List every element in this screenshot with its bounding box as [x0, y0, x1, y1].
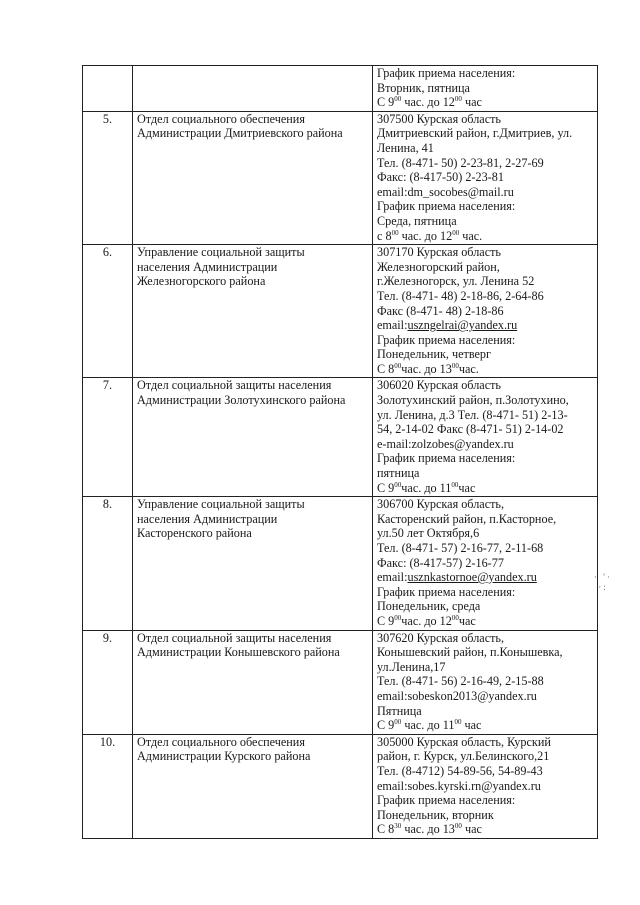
table-row [83, 630, 598, 734]
contact-line: Факс: (8-417-50) 2-23-81 [377, 170, 504, 185]
department-line: Отдел социального обеспечения [137, 111, 305, 126]
schedule-mid: час. до 12 [398, 228, 453, 243]
schedule-sup2: 00 [454, 822, 462, 831]
row-number [83, 66, 133, 112]
schedule-mid: час. до 12 [401, 95, 455, 110]
contact-line: email:sobes.kyrski.rn@yandex.ru [377, 778, 541, 793]
contact-line: 307620 Курская область, [377, 630, 505, 645]
schedule-suffix: час [461, 822, 482, 837]
contact-line: 305000 Курская область, Курский [377, 734, 551, 749]
email-line [377, 570, 593, 585]
scan-artifact: · '· ·: [594, 572, 612, 592]
contact-line: Тел. (8-471- 56) 2-16-49, 2-15-88 [377, 674, 544, 689]
contact-line: Золотухинский район, п.Золотухино, [377, 393, 569, 408]
schedule-suffix: час [461, 95, 482, 110]
contact-line: Понедельник, вторник [377, 807, 494, 822]
contact-line: 306700 Курская область, [377, 497, 505, 512]
department-line: Администрации Дмитриевского района [137, 126, 343, 141]
table-row [83, 66, 598, 112]
table-row [83, 111, 598, 244]
schedule-hours [377, 614, 593, 629]
row-number: 5. [83, 111, 133, 244]
contact-info [373, 630, 598, 734]
contact-line: График приема населения: [377, 451, 516, 466]
schedule-prefix: С 9 [377, 718, 395, 733]
contact-line: email:sobeskon2013@yandex.ru [377, 688, 537, 703]
row-number: 7. [83, 378, 133, 497]
department-name [133, 245, 373, 378]
schedule-prefix: С 9 [377, 95, 395, 110]
table-row [83, 378, 598, 497]
table-row [83, 245, 598, 378]
schedule-sup1: 00 [394, 718, 402, 727]
email-link[interactable]: uszngelrai@yandex.ru [407, 318, 518, 333]
department-line: Касторенского района [137, 526, 252, 541]
contact-line: ул.50 лет Октября,6 [377, 526, 480, 541]
schedule-prefix: С 9 [377, 480, 395, 495]
contact-line: График приема населения: [377, 332, 516, 347]
table-row [83, 497, 598, 630]
schedule-suffix: час. [458, 361, 479, 376]
department-name [133, 497, 373, 630]
contact-line: Железногорский район, [377, 259, 500, 274]
contact-line: Факс (8-471- 48) 2-18-86 [377, 303, 504, 318]
contact-line: График приема населения: [377, 66, 516, 80]
row-number: 9. [83, 630, 133, 734]
contact-line: 307500 Курская область [377, 111, 501, 126]
contact-line: ул.Ленина,17 [377, 659, 446, 674]
schedule-prefix: С 8 [377, 361, 395, 376]
contact-line: Конышевский район, п.Конышевка, [377, 645, 563, 660]
table-row [83, 734, 598, 838]
department-line: Железногорского района [137, 274, 266, 289]
contact-line: e-mail:zolzobes@yandex.ru [377, 436, 514, 451]
schedule-mid: час. до 13 [401, 361, 452, 376]
contact-line: г.Железногорск, ул. Ленина 52 [377, 274, 535, 289]
schedule-sup1: 00 [394, 95, 402, 104]
contact-info [373, 734, 598, 838]
table-body [83, 66, 598, 839]
department-line: Администрации Курского района [137, 749, 311, 764]
contact-line: email:dm_socobes@mail.ru [377, 184, 514, 199]
contact-line: ул. Ленина, д.3 Тел. (8-471- 51) 2-13- [377, 407, 568, 422]
schedule-mid: час. до 11 [401, 718, 455, 733]
schedule-sup2: 00 [451, 361, 459, 370]
schedule-suffix: час. [459, 228, 483, 243]
contact-line: район, г. Курск, ул.Белинского,21 [377, 749, 550, 764]
schedule-sup2: 00 [454, 718, 462, 727]
contact-line: Вторник, пятница [377, 80, 470, 95]
email-link[interactable]: usznkastornoe@yandex.ru [407, 570, 537, 585]
department-line: Управление социальной защиты [137, 245, 305, 260]
department-line: населения Администрации [137, 511, 278, 526]
contact-info [373, 111, 598, 244]
row-number: 8. [83, 497, 133, 630]
schedule-mid: час. до 12 [401, 613, 452, 628]
contact-info [373, 378, 598, 497]
contact-line: Тел. (8-471- 57) 2-16-77, 2-11-68 [377, 541, 544, 555]
contact-line: Тел. (8-4712) 54-89-56, 54-89-43 [377, 763, 543, 778]
schedule-suffix: час [458, 480, 476, 495]
schedule-mid: час. до 11 [401, 480, 452, 495]
schedule-sup1: 30 [394, 822, 402, 831]
email-line [377, 318, 593, 333]
contact-line: Ленина, 41 [377, 140, 434, 155]
contact-line: Касторенский район, п.Касторное, [377, 511, 557, 526]
contact-line: График приема населения: [377, 793, 516, 808]
contact-line: Пятница [377, 703, 422, 718]
contact-line: 307170 Курская область [377, 245, 501, 260]
department-name [133, 630, 373, 734]
schedule-prefix: с 8 [377, 228, 392, 243]
contact-line: Дмитриевский район, г.Дмитриев, ул. [377, 126, 573, 141]
contact-line: Тел. (8-471- 50) 2-23-81, 2-27-69 [377, 155, 544, 170]
department-name [133, 66, 373, 112]
schedule-hours [377, 229, 593, 244]
contact-line: График приема населения: [377, 584, 516, 599]
department-line: населения Администрации [137, 259, 278, 274]
contact-line: График приема населения: [377, 199, 516, 214]
schedule-sup1: 00 [394, 480, 402, 489]
contact-line: 306020 Курская область [377, 378, 501, 393]
schedule-hours [377, 95, 593, 110]
schedule-sup2: 00 [452, 228, 460, 237]
contact-line: Факс: (8-417-57) 2-16-77 [377, 555, 504, 570]
contact-info [373, 245, 598, 378]
email-prefix: email: [377, 318, 408, 333]
department-line: Отдел социальной защиты населения [137, 630, 332, 645]
schedule-prefix: С 9 [377, 613, 395, 628]
contact-line: Понедельник, четверг [377, 347, 492, 362]
contact-info [373, 66, 598, 112]
schedule-sup1: 00 [391, 228, 399, 237]
schedule-hours [377, 481, 593, 496]
schedule-sup1: 00 [394, 613, 402, 622]
email-prefix: email: [377, 570, 408, 585]
department-line: Администрации Конышевского района [137, 645, 340, 660]
schedule-sup1: 00 [394, 361, 402, 370]
department-line: Отдел социальной защиты населения [137, 378, 332, 393]
department-line: Администрации Золотухинского района [137, 393, 346, 408]
contact-line: пятница [377, 466, 420, 481]
schedule-hours [377, 362, 593, 377]
schedule-hours [377, 822, 593, 837]
schedule-hours [377, 718, 593, 733]
schedule-suffix: час [458, 613, 476, 628]
schedule-suffix: час [461, 718, 482, 733]
contact-line: Понедельник, среда [377, 599, 481, 614]
departments-table [82, 65, 598, 839]
row-number: 6. [83, 245, 133, 378]
department-line: Управление социальной защиты [137, 497, 305, 512]
department-line: Отдел социального обеспечения [137, 734, 305, 749]
row-number: 10. [83, 734, 133, 838]
schedule-mid: час. до 13 [401, 822, 455, 837]
contact-line: 54, 2-14-02 Факс (8-471- 51) 2-14-02 [377, 422, 564, 437]
department-name [133, 378, 373, 497]
schedule-sup2: 00 [451, 613, 459, 622]
schedule-sup2: 00 [454, 95, 462, 104]
contact-line: Тел. (8-471- 48) 2-18-86, 2-64-86 [377, 288, 544, 303]
department-name [133, 734, 373, 838]
schedule-prefix: С 8 [377, 822, 395, 837]
department-name [133, 111, 373, 244]
contact-line: Среда, пятница [377, 213, 457, 228]
schedule-sup2: 00 [451, 480, 459, 489]
contact-info [373, 497, 598, 630]
